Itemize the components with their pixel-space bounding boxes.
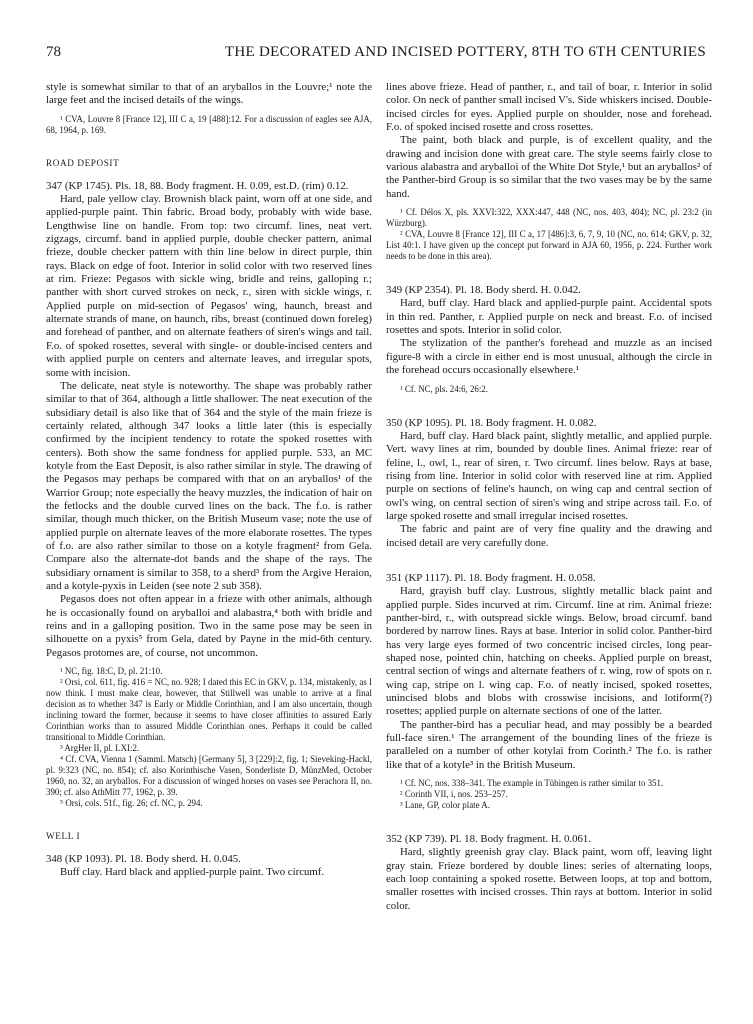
entry-350-description: Hard, buff clay. Hard black paint, slightly metallic, and applied purple. Vert. wavy lines at rim, bounded by double lines. Animal frieze: rear of feline, l., owl, l., rear of siren, r. Two circumf. lines below. Rays at base, rising from line. Interior in solid color with reserved line at rim. Applied purple on sections of feline's haunch, on wing cap and central section of owl's wing, on central section of siren's wing and stripe across tail. F.o. of large spoked rosette and small irregular incised rosettes.: [386, 429, 712, 522]
spacer: [386, 550, 712, 572]
right-column: [386, 81, 712, 913]
left-column: [46, 81, 372, 880]
entry-349-description: Hard, buff clay. Hard black and applied-purple paint. Accidental spots in thin red. Panther, r. Applied purple on neck and breast. F.o. of incised rosettes and spots. Interior in solid color.: [386, 297, 712, 337]
entry-heading-352: 352 (KP 739). Pl. 18. Body fragment. H. 0.061.: [386, 833, 592, 846]
section-heading-road-deposit: ROAD DEPOSIT: [46, 157, 120, 168]
footnote: ¹ CVA, Louvre 8 [France 12], III C a, 19 [488]:12. For a discussion of eagles see AJA, 68, 1964, p. 169.: [46, 113, 372, 135]
footnote: ¹ Cf. Délos X, pls. XXVI:322, XXX:447, 448 (NC, nos. 403, 404); NC, pl. 23:2 (in Würzburg).: [386, 207, 712, 229]
footnote: ³ ArgHer II, pl. LXI:2.: [60, 743, 140, 754]
entry-heading-347: 347 (KP 1745). Pls. 18, 88. Body fragment. H. 0.09, est.D. (rim) 0.12.: [46, 179, 349, 192]
footnote: ² Corinth VII, i, nos. 253–257.: [400, 789, 508, 800]
footnote: ¹ Cf. NC, pls. 24:6, 26:2.: [400, 383, 488, 394]
entry-349-discussion: The stylization of the panther's forehead and muzzle as an incised figure-8 with a circle in either end is most unusual, although the circle in the forehead occurs occasionally elsewhere.¹: [386, 337, 712, 377]
page-number: 78: [46, 44, 61, 60]
entry-347-description: Hard, pale yellow clay. Brownish black paint, worn off at one side, and applied-purple paint. Thin fabric. Broad body, probably with wide base. Lengthwise line on handle. From top: two circumf. lines, neat vert. zigzags, circumf. band in applied purple, double checker pattern, animal frieze, double checker pattern with thin line below in direct purple, thin rays. Black on edge of foot. Interior in solid color with two reserved lines at rim. Frieze: Pegasos with sickle wing, bridle and reins, galloping r.; panther with short curved strokes on neck, r., siren with sickle wings, r. Applied purple on mid-section of Pegasos' wing, haunch, breast and alternate strands of mane, on haunch, ribs, breast (continued down foreleg) and forehead of panther, and on alternate feathers of siren's wings and tail. F.o. of spoked rosettes, several with single- or double-incised centers and with applied purple on centers and alternate leaves, and irregular spots, some with incision.: [46, 193, 372, 379]
intro-paragraph: style is somewhat similar to that of an aryballos in the Louvre;¹ note the large feet and the incised details of the wings.: [46, 81, 372, 107]
running-title: THE DECORATED AND INCISED POTTERY, 8TH TO 6TH CENTURIES: [224, 44, 706, 60]
footnote: ⁴ Cf. CVA, Vienna 1 (Samml. Matsch) [Germany 5], 3 [229]:2, fig. 1; Sieveking-Hackl, pl. 9:323 (NC, no. 854); cf. also Korinthische Vasen, Sonderliste D, MünzMed, October 1960, no. 32, an aryballos. For a discussion of winged horses on vases see Perachora II, no. 390; cf. also AthMitt 77, 1962, p. 39.: [46, 754, 372, 798]
footnote: ² CVA, Louvre 8 [France 12], III C a, 17 [486]:3, 6, 7, 9, 10 (NC, no. 614; GKV, p. 32, List 40:1. I have given up the concept put forward in AJA 60, 1956, p. 224. Further work needs to be done in this area).: [386, 229, 712, 262]
entry-347-discussion-2: Pegasos does not often appear in a frieze with other animals, although he is occasionally found on aryballoi and alabastra,⁴ both with bridle and reins and in a galloping position. Two in the same pose may be seen in silhouette on a pyxis⁵ from Gela, dated by Payne in the mid-6th century. Pegasos protomes are, of course, not uncommon.: [46, 593, 372, 659]
entry-heading-349: 349 (KP 2354). Pl. 18. Body sherd. H. 0.042.: [386, 284, 581, 297]
entry-351-discussion: The panther-bird has a peculiar head, and may possibly be a bearded full-face siren.¹ The arrangement of the bounding lines of the frieze is paralleled on a number of other kotylai from Corinth.² The f.o. is rather like that of a kotyle³ in the British Museum.: [386, 718, 712, 771]
section-heading-well-i: WELL I: [46, 831, 81, 842]
entry-heading-350: 350 (KP 1095). Pl. 18. Body fragment. H. 0.082.: [386, 416, 597, 429]
footnote: ¹ Cf. NC, nos. 338–341. The example in Tübingen is rather similar to 351.: [400, 778, 664, 789]
entry-348-description-continued: lines above frieze. Head of panther, r., and tail of boar, r. Interior in solid color. On neck of panther small incised V's. Side whiskers incised. Double-incised circles for eyes. Applied purple on shoulder, nose and forehead. F.o. of spoked incised rosette and cross rosettes.: [386, 81, 712, 134]
spacer: [386, 262, 712, 284]
entry-heading-351: 351 (KP 1117). Pl. 18. Body fragment. H. 0.058.: [386, 571, 596, 584]
entry-348-description: Buff clay. Hard black and applied-purple paint. Two circumf.: [60, 866, 325, 879]
footnote: ¹ NC, fig. 18:C, D, pl. 21:10.: [60, 666, 163, 677]
spacer: [386, 395, 712, 417]
footnote: ⁵ Orsi, cols. 51f., fig. 26; cf. NC, p. 294.: [60, 798, 203, 809]
footnote: ² Orsi, col. 611, fig. 416 = NC, no. 928; I dated this EC in GKV, p. 134, mistakenly, as I now think. I must make clear, however, that Stillwell was unable to arrive at a final decision as to whether 347 is Early or Middle Corinthian, and I am also uncertain, though inclining toward the former, because it seems to have closer affinities to assured Early Corinthian works than to assured Middle Corinthian ones. Perhaps it could be called transitional to Middle Corinthian.: [46, 677, 372, 743]
entry-347-discussion: The delicate, neat style is noteworthy. The shape was probably rather similar to that of 364, although a little shallower. The neat execution of the subsidiary detail is also like that of 364 and the style of the main frieze is certainly related, although 347 looks a little later (this is especially confirmed by the incipient tendency to rotate the spoked rosettes with centers). Both show the same fondness for applied purple. 533, an MC kotyle from the East Deposit, is also rather similar in style. The drawing of the Pegasos may perhaps be compared with that on an aryballos¹ of the Warrior Group; note especially the heavy muzzles, the indication of hair on the fetlocks and the double curved lines on the back. The f.o. is rather similar, though much thicker, on the British Museum vase; note the use of applied purple on alternate leaves of the more elaborate rosettes. The types of f.o. are also rather similar to those on a kotyle fragment² from Gela. Compare also the alternate-dot bands and the shape of the rays. The subsidiary ornament is similar to 358, to a sherd³ from the Argive Heraion, and a kotyle-pyxis in Leiden (see note 2 sub 358).: [46, 379, 372, 592]
entry-heading-348: 348 (KP 1093). Pl. 18. Body sherd. H. 0.045.: [46, 853, 241, 866]
entry-348-discussion: The paint, both black and purple, is of excellent quality, and the drawing and incision done with great care. The style seems fairly close to various alabastra and aryballoi of the White Dot Style,¹ but an aryballos² of the Panther-bird Group is so similar that the two vases may be by the same hand.: [386, 134, 712, 200]
entry-352-description: Hard, slightly greenish gray clay. Black paint, worn off, leaving light gray stain. Frieze bordered by double lines: series of alternating loops, each loop containing a spoked rosette. Between loops, at top and bottom, smaller rosettes with incised crosses. Thin rays at bottom. Interior in solid color.: [386, 846, 712, 912]
spacer: [386, 811, 712, 833]
footnote: ³ Lane, GP, color plate A.: [400, 800, 490, 811]
entry-351-description: Hard, grayish buff clay. Lustrous, slightly metallic black paint and applied purple. Sides incurved at rim. Circumf. line at rim. Animal frieze: panther-bird, r., with outspread sickle wings. Below, broad circumf. band bordered by narrow lines. Rays at base. Interior in solid color. Panther-bird has very large eyes formed of two concentric incised circles, long pear-shaped nose, pointed chin, hatching on cheeks. Applied purple on breast, central section of wings and alternate feathers of r. wing, row of spots on r. wing cap, stripe on l. wing cap. F.o. of neatly incised, spoked rosettes, unincised blobs and blobs with crosswise incisions, and lotiform(?) rosettes; applied purple on alternate sections of one of the latter.: [386, 585, 712, 718]
running-header: [46, 40, 706, 62]
entry-350-discussion: The fabric and paint are of very fine quality and the drawing and incised detail are very carefully done.: [386, 523, 712, 549]
